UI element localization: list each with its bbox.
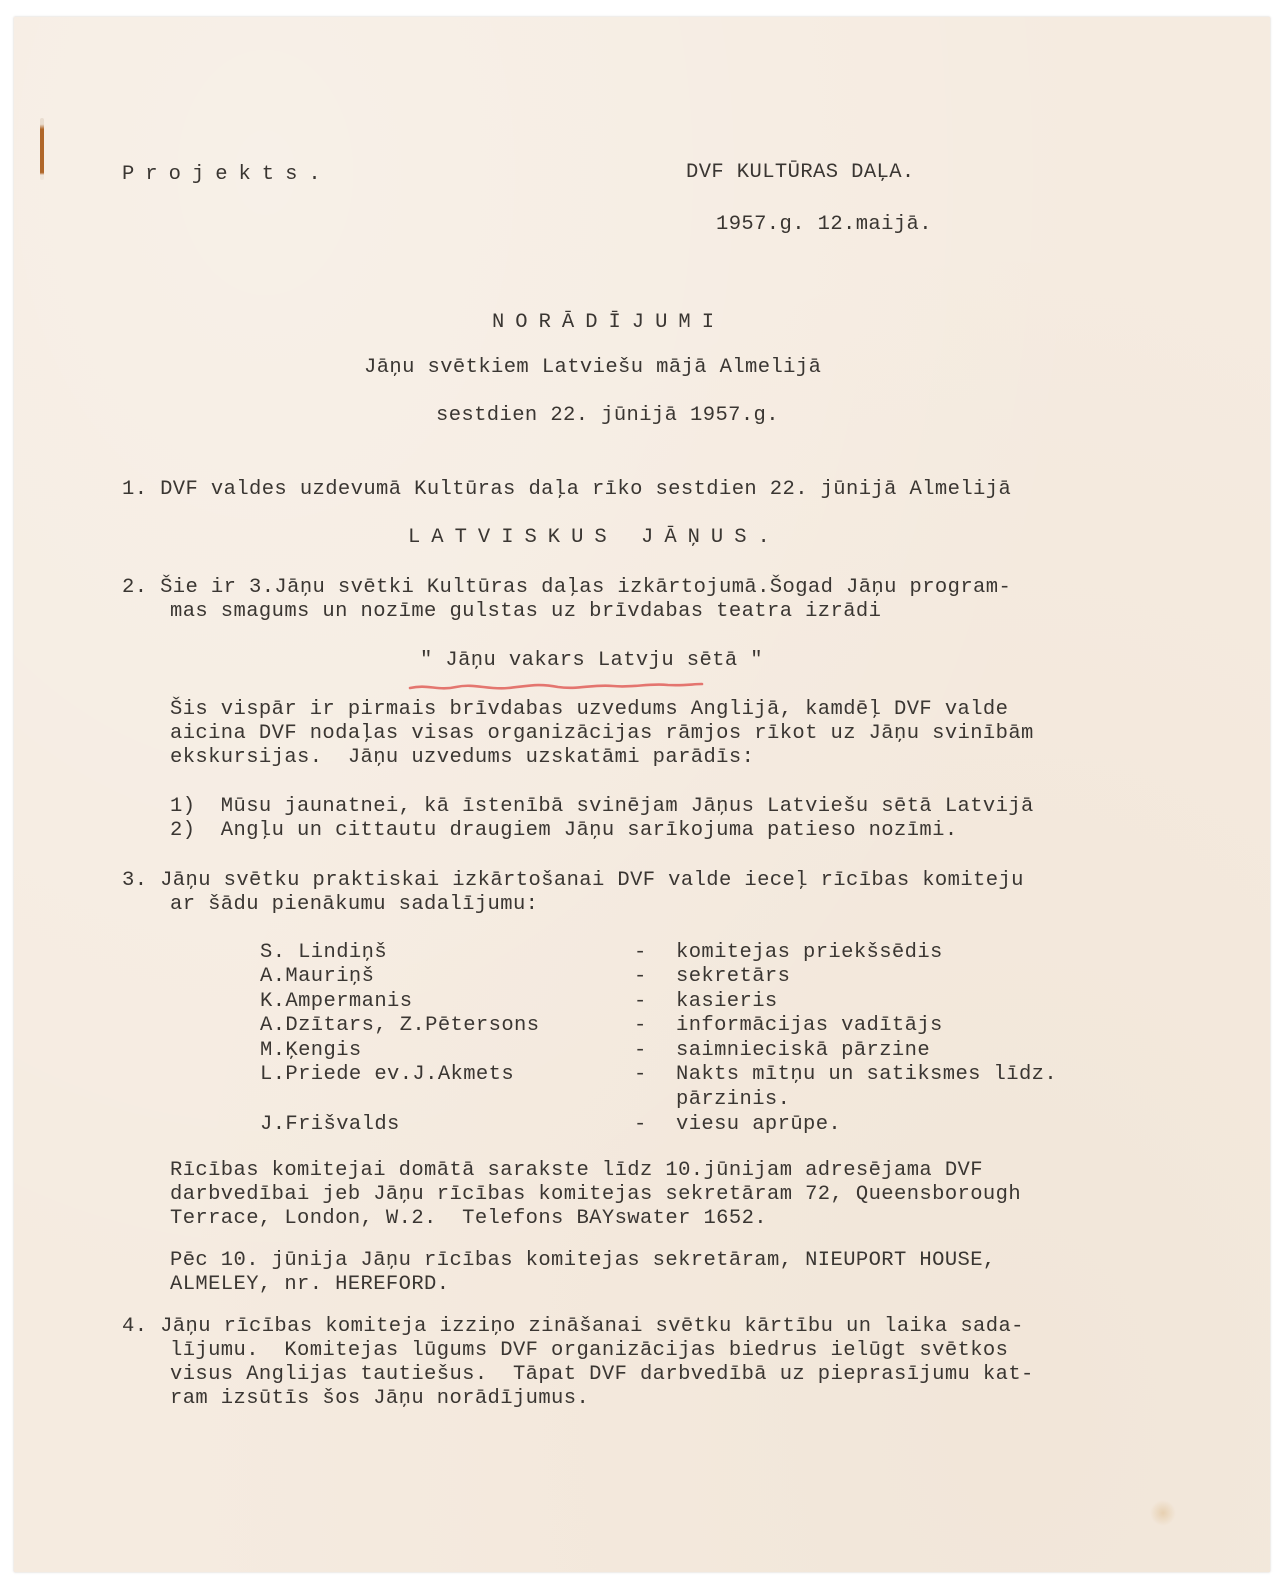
organization-name: DVF KULTŪRAS DAĻA. (686, 161, 915, 184)
list-item: 1) Mūsu jaunatnei, kā īstenībā svinējam Jāņus Latviešu sētā Latvijā (170, 795, 1034, 818)
dash: - (634, 965, 647, 988)
member-name: A.Mauriņš (260, 965, 375, 988)
draft-label: Projekts. (122, 163, 332, 186)
dash: - (634, 1113, 647, 1136)
section-2-line-2: mas smagums un nozīme gulstas uz brīvdabas teatra izrādi (170, 600, 882, 623)
section-4-line-3: visus Anglijas tautiešus. Tāpat DVF darbvedībā uz pieprasījumu kat- (170, 1363, 1034, 1386)
after-date-line-1: Pēc 10. jūnija Jāņu rīcības komitejas sekretāram, NIEUPORT HOUSE, (170, 1249, 996, 1272)
member-name: S. Lindiņš (260, 941, 388, 964)
contact-line-1: Rīcības komitejai domātā sarakste līdz 10.jūnijam adresējama DVF (170, 1159, 983, 1182)
section-4-line-4: ram izsūtīs šos Jāņu norādījumus. (170, 1387, 590, 1410)
member-name: J.Frišvalds (260, 1113, 400, 1136)
document-date: 1957.g. 12.maijā. (716, 213, 932, 236)
document-subtitle: Jāņu svētkiem Latviešu mājā Almelijā (364, 356, 822, 379)
section-2-line-1: 2. Šie ir 3.Jāņu svētki Kultūras daļas izkārtojumā.Šogad Jāņu program- (122, 576, 1012, 599)
member-role: informācijas vadītājs (676, 1014, 943, 1037)
member-name: L.Priede ev.J.Akmets (260, 1063, 515, 1086)
member-role: saimnieciskā pārzine (676, 1039, 931, 1062)
member-role: kasieris (676, 990, 778, 1013)
section-2-para-3: ekskursijas. Jāņu uzvedums uzskatāmi parādīs: (170, 746, 755, 769)
paper-stain (1150, 1500, 1176, 1526)
staple-mark (40, 118, 44, 180)
member-name: M.Ķengis (260, 1039, 362, 1062)
red-pencil-underline (408, 680, 704, 694)
member-name: K.Ampermanis (260, 990, 413, 1013)
after-date-line-2: ALMELEY, nr. HEREFORD. (170, 1273, 450, 1296)
document-event-date: sestdien 22. jūnijā 1957.g. (436, 404, 779, 427)
section-4-line-2: lījumu. Komitejas lūgums DVF organizācijas biedrus ielūgt svētkos (170, 1339, 1009, 1362)
contact-line-3: Terrace, London, W.2. Telefons BAYswater 1652. (170, 1207, 767, 1230)
dash: - (634, 1039, 647, 1062)
contact-line-2: darbvedībai jeb Jāņu rīcības komitejas sekretāram 72, Queensborough (170, 1183, 1022, 1206)
section-3-line-1: 3. Jāņu svētku praktiskai izkārtošanai DVF valde ieceļ rīcības komiteju (122, 869, 1024, 892)
section-3-line-2: ar šādu pienākumu sadalījumu: (170, 893, 539, 916)
list-item: 2) Angļu un cittautu draugiem Jāņu sarīkojuma patieso nozīmi. (170, 819, 958, 842)
member-role: viesu aprūpe. (676, 1113, 842, 1136)
section-2-para-1: Šis vispār ir pirmais brīvdabas uzvedums Anglijā, kamdēļ DVF valde (170, 698, 1009, 721)
member-role: Nakts mītņu un satiksmes līdz. (676, 1063, 1058, 1086)
member-role: komitejas priekšsēdis (676, 941, 943, 964)
section-1-text: 1. DVF valdes uzdevumā Kultūras daļa rīko sestdien 22. jūnijā Almelijā (122, 478, 1012, 501)
section-1-emphasis: LATVISKUS JĀŅUS. (408, 526, 781, 549)
dash: - (634, 1014, 647, 1037)
dash: - (634, 1063, 647, 1086)
member-role-continued: pārzinis. (676, 1088, 791, 1111)
document-title: NORĀDĪJUMI (492, 311, 726, 334)
dash: - (634, 941, 647, 964)
member-role: sekretārs (676, 965, 791, 988)
play-title: " Jāņu vakars Latvju sētā " (420, 649, 763, 672)
section-4-line-1: 4. Jāņu rīcības komiteja izziņo zināšanai svētku kārtību un laika sada- (122, 1315, 1024, 1338)
dash: - (634, 990, 647, 1013)
member-name: A.Dzītars, Z.Pētersons (260, 1014, 540, 1037)
section-2-para-2: aicina DVF nodaļas visas organizācijas rāmjos rīkot uz Jāņu svinībām (170, 722, 1034, 745)
